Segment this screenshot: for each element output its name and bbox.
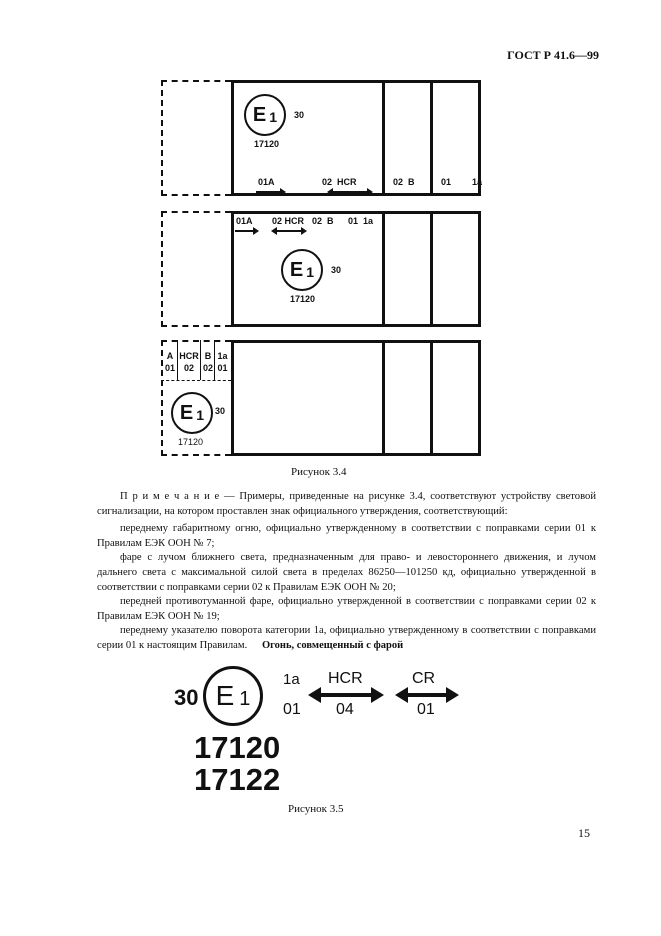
figure-3-5-caption: Рисунок 3.5 bbox=[288, 803, 344, 815]
approval-number: 17120 bbox=[254, 139, 280, 149]
cr-series: 01 bbox=[417, 701, 435, 718]
marking-b: 02 B bbox=[393, 177, 415, 187]
note-item: переднему габаритному огню, официально утвержденному в соответствии с поправками серии 01 к Правилам ЕЭК ООН № 7; bbox=[97, 523, 596, 549]
figure-3-4-caption: Рисунок 3.4 bbox=[291, 466, 347, 478]
lamp-outline bbox=[231, 211, 481, 327]
dashed-outline bbox=[161, 80, 231, 196]
approval-circle-mark: E 1 bbox=[171, 392, 213, 434]
category-series: 01 bbox=[283, 701, 301, 718]
marking-01a: 01A bbox=[236, 216, 253, 226]
marking-hcr: 02 HCR bbox=[322, 177, 357, 187]
approval-number: 17120 bbox=[178, 437, 204, 447]
figure-3-5-title: Огонь, совмещенный с фарой bbox=[262, 640, 404, 651]
marking-01a: 01A bbox=[258, 177, 275, 187]
position-code: 30 bbox=[174, 685, 199, 710]
page-header: ГОСТ Р 41.6—99 bbox=[507, 48, 599, 62]
note-item: переднему указателю поворота категории 1а, официально утвержденному в соответствии с поправками серии 01 к настоящим Правилам. bbox=[97, 625, 596, 651]
figure-3-4-panel-2 bbox=[161, 211, 481, 327]
note-intro: — Примеры, приведенные на рисунке 3.4, соответствуют устройству световой сигнализации, на котором проставлен знак официального утверждения, соответствующий: bbox=[97, 491, 596, 517]
cell-b: B 02 bbox=[202, 351, 213, 373]
approval-circle-mark: E 1 bbox=[244, 94, 286, 136]
approval-number-1: 17120 bbox=[194, 730, 281, 765]
category-label: 1a bbox=[283, 671, 300, 688]
marking-hcr: 02 HCR bbox=[272, 216, 305, 226]
approval-number-2: 17122 bbox=[194, 762, 281, 797]
lamp-outline bbox=[231, 340, 481, 456]
note-item: передней противотуманной фаре, официально утвержденной в соответствии с поправками серии 02 к Правилам ЕЭК ООН № 19; bbox=[97, 596, 596, 622]
marking-1a: 01 1a bbox=[441, 177, 483, 187]
page-number: 15 bbox=[578, 826, 590, 840]
position-code: 30 bbox=[331, 265, 342, 275]
approval-number: 17120 bbox=[290, 294, 316, 304]
note-text bbox=[97, 490, 596, 654]
marking-1a: 01 1a bbox=[348, 216, 374, 226]
position-code: 30 bbox=[294, 110, 305, 120]
position-code: 30 bbox=[215, 406, 226, 416]
marking-b: 02 B bbox=[312, 216, 334, 226]
note-label: П р и м е ч а н и е bbox=[120, 491, 220, 502]
figure-3-4-panel-3 bbox=[161, 340, 481, 456]
hcr-label: HCR bbox=[328, 670, 363, 687]
hcr-series: 04 bbox=[336, 701, 354, 718]
approval-circle-mark: E 1 bbox=[203, 666, 263, 726]
approval-circle-mark: E 1 bbox=[281, 249, 323, 291]
note-item: фаре с лучом ближнего света, предназначенным для право- и левостороннего движения, и лучом дальнего света с максимальной силой света в пределах 86250—101250 кд, официально утвержденной в соответствии с поправками серии 02 к Правилам ЕЭК ООН № 20; bbox=[97, 552, 596, 593]
cell-1a: 1a 01 bbox=[217, 351, 228, 373]
cr-label: CR bbox=[412, 670, 436, 687]
double-arrow-icon bbox=[312, 693, 380, 697]
double-arrow-icon bbox=[399, 693, 455, 697]
cell-a: A 01 bbox=[164, 351, 175, 373]
figure-3-4-panel-1 bbox=[161, 80, 481, 196]
dashed-outline bbox=[161, 211, 231, 327]
note-paragraph bbox=[97, 490, 596, 519]
cell-hcr: HCR 02 bbox=[179, 351, 199, 373]
